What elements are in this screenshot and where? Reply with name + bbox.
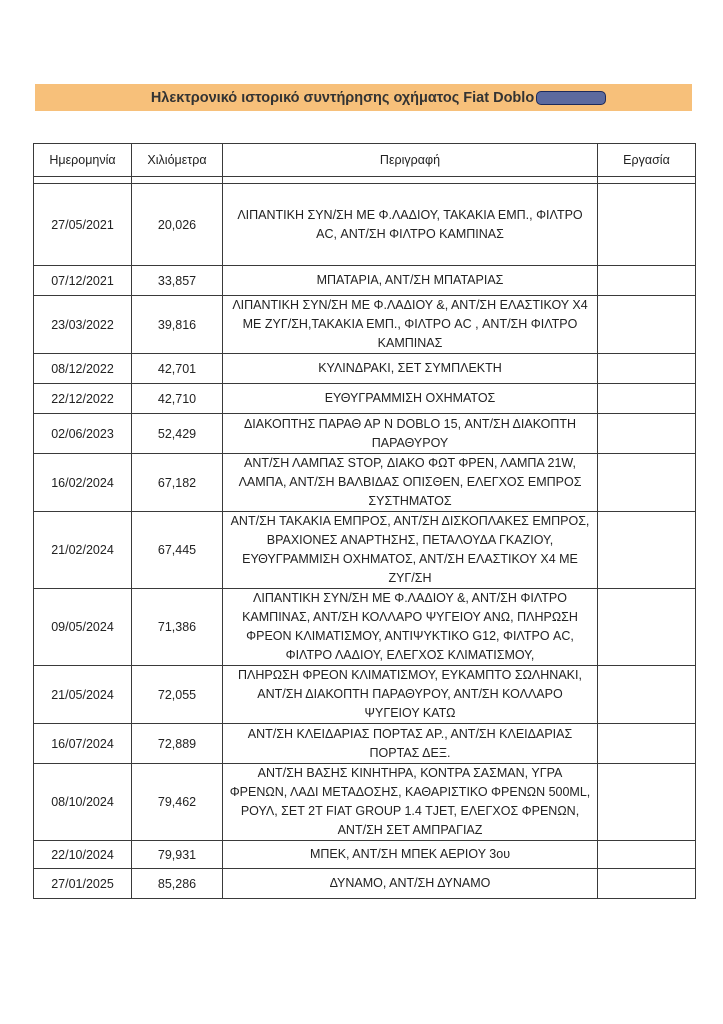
cell-date: 02/06/2023	[34, 414, 132, 454]
table-header-row	[34, 144, 696, 177]
cell-date: 27/05/2021	[34, 184, 132, 266]
table-row	[34, 384, 696, 414]
cell-km: 85,286	[132, 869, 223, 899]
table-row	[34, 266, 696, 296]
header-date: Ημερομηνία	[34, 144, 132, 177]
table-row	[34, 666, 696, 724]
cell-km: 33,857	[132, 266, 223, 296]
cell-date: 09/05/2024	[34, 589, 132, 666]
cell-km: 79,462	[132, 764, 223, 841]
cell-km: 42,710	[132, 384, 223, 414]
table-row	[34, 512, 696, 589]
cell-km: 39,816	[132, 296, 223, 354]
cell-work	[598, 764, 696, 841]
cell-description: ΛΙΠΑΝΤΙΚΗ ΣΥΝ/ΣΗ ΜΕ Φ.ΛΑΔΙΟΥ &, ΑΝΤ/ΣΗ ΦΙΛΤΡΟ ΚΑΜΠΙΝΑΣ, ΑΝΤ/ΣΗ ΚΟΛΛΑΡΟ ΨΥΓΕΙΟΥ ΑΝΩ, ΠΛΗΡΩΣΗ ΦΡΕΟΝ ΚΛΙΜΑΤΙΣΜΟΥ, ΑΝΤΙΨΥΚΤΙΚΟ G12, ΦΙΛΤΡΟ AC, ΦΙΛΤΡΟ ΛΑΔΙΟΥ, ΕΛΕΓΧΟΣ ΚΛΙΜΑΤΙΣΜΟΥ,	[223, 589, 598, 666]
cell-km: 67,182	[132, 454, 223, 512]
cell-km: 72,055	[132, 666, 223, 724]
cell-date: 16/02/2024	[34, 454, 132, 512]
table-row	[34, 589, 696, 666]
cell-description: ΜΠΕΚ, ΑΝΤ/ΣΗ ΜΠΕΚ ΑΕΡΙΟΥ 3ου	[223, 841, 598, 869]
cell-date: 22/10/2024	[34, 841, 132, 869]
cell-work	[598, 184, 696, 266]
cell-work	[598, 841, 696, 869]
cell-km: 42,701	[132, 354, 223, 384]
cell-description: ΠΛΗΡΩΣΗ ΦΡΕΟΝ ΚΛΙΜΑΤΙΣΜΟΥ, ΕΥΚΑΜΠΤΟ ΣΩΛΗΝΑΚΙ, ΑΝΤ/ΣΗ ΔΙΑΚΟΠΤΗ ΠΑΡΑΘΥΡΟΥ, ΑΝΤ/ΣΗ ΚΟΛΛΑΡΟ ΨΥΓΕΙΟΥ ΚΑΤΩ	[223, 666, 598, 724]
cell-work	[598, 724, 696, 764]
cell-date: 21/02/2024	[34, 512, 132, 589]
cell-work	[598, 512, 696, 589]
document-title-bar	[35, 84, 692, 111]
cell-work	[598, 296, 696, 354]
cell-date: 08/10/2024	[34, 764, 132, 841]
table-row	[34, 184, 696, 266]
table-row	[34, 354, 696, 384]
cell-description: ΔΙΑΚΟΠΤΗΣ ΠΑΡΑΘ ΑΡ Ν DOBLO 15, ΑΝΤ/ΣΗ ΔΙΑΚΟΠΤΗ ΠΑΡΑΘΥΡΟΥ	[223, 414, 598, 454]
cell-work	[598, 666, 696, 724]
header-description: Περιγραφή	[223, 144, 598, 177]
cell-km: 52,429	[132, 414, 223, 454]
cell-description: ΑΝΤ/ΣΗ ΚΛΕΙΔΑΡΙΑΣ ΠΟΡΤΑΣ ΑΡ., ΑΝΤ/ΣΗ ΚΛΕΙΔΑΡΙΑΣ ΠΟΡΤΑΣ ΔΕΞ.	[223, 724, 598, 764]
cell-work	[598, 414, 696, 454]
cell-date: 07/12/2021	[34, 266, 132, 296]
maintenance-table	[33, 143, 696, 899]
cell-km: 67,445	[132, 512, 223, 589]
cell-description: ΚΥΛΙΝΔΡΑΚΙ, ΣΕΤ ΣΥΜΠΛΕΚΤΗ	[223, 354, 598, 384]
cell-description: ΕΥΘΥΓΡΑΜΜΙΣΗ ΟΧΗΜΑΤΟΣ	[223, 384, 598, 414]
cell-date: 23/03/2022	[34, 296, 132, 354]
redaction-mark	[536, 91, 606, 105]
table-row	[34, 869, 696, 899]
cell-km: 71,386	[132, 589, 223, 666]
table-row	[34, 764, 696, 841]
cell-date: 08/12/2022	[34, 354, 132, 384]
cell-description: ΔΥΝΑΜΟ, ΑΝΤ/ΣΗ ΔΥΝΑΜΟ	[223, 869, 598, 899]
cell-km: 20,026	[132, 184, 223, 266]
cell-date: 27/01/2025	[34, 869, 132, 899]
cell-description: ΑΝΤ/ΣΗ ΒΑΣΗΣ ΚΙΝΗΤΗΡΑ, ΚΟΝΤΡΑ ΣΑΣΜΑΝ, ΥΓΡΑ ΦΡΕΝΩΝ, ΛΑΔΙ ΜΕΤΑΔΟΣΗΣ, ΚΑΘΑΡΙΣΤΙΚΟ ΦΡΕΝΩΝ 500ML, ΡΟΥΛ, ΣΕΤ 2Τ FIAT GROUP 1.4 TJET, ΕΛΕΓΧΟΣ ΦΡΕΝΩΝ, ΑΝΤ/ΣΗ ΣΕΤ ΑΜΠΡΑΓΙΑΖ	[223, 764, 598, 841]
cell-description: ΛΙΠΑΝΤΙΚΗ ΣΥΝ/ΣΗ ΜΕ Φ.ΛΑΔΙΟΥ, ΤΑΚΑΚΙΑ ΕΜΠ., ΦΙΛΤΡΟ AC, ΑΝΤ/ΣΗ ΦΙΛΤΡΟ ΚΑΜΠΙΝΑΣ	[223, 184, 598, 266]
table-row	[34, 454, 696, 512]
cell-km: 72,889	[132, 724, 223, 764]
cell-date: 16/07/2024	[34, 724, 132, 764]
cell-description: ΜΠΑΤΑΡΙΑ, ΑΝΤ/ΣΗ ΜΠΑΤΑΡΙΑΣ	[223, 266, 598, 296]
cell-work	[598, 589, 696, 666]
cell-work	[598, 454, 696, 512]
table-row	[34, 841, 696, 869]
cell-work	[598, 266, 696, 296]
header-gap-row	[34, 177, 696, 184]
cell-work	[598, 384, 696, 414]
table-row	[34, 296, 696, 354]
header-work: Εργασία	[598, 144, 696, 177]
document-title: Ηλεκτρονικό ιστορικό συντήρησης οχήματος Fiat Doblo	[150, 89, 535, 106]
header-km: Χιλιόμετρα	[132, 144, 223, 177]
cell-work	[598, 354, 696, 384]
cell-description: ΑΝΤ/ΣΗ ΛΑΜΠΑΣ STOP, ΔΙΑΚΟ ΦΩΤ ΦΡΕΝ, ΛΑΜΠΑ 21W, ΛΑΜΠΑ, ΑΝΤ/ΣΗ ΒΑΛΒΙΔΑΣ ΟΠΙΣΘΕΝ, ΕΛΕΓΧΟΣ ΕΜΠΡΟΣ ΣΥΣΤΗΜΑΤΟΣ	[223, 454, 598, 512]
cell-description: ΑΝΤ/ΣΗ ΤΑΚΑΚΙΑ ΕΜΠΡΟΣ, ΑΝΤ/ΣΗ ΔΙΣΚΟΠΛΑΚΕΣ ΕΜΠΡΟΣ, ΒΡΑΧΙΟΝΕΣ ΑΝΑΡΤΗΣΗΣ, ΠΕΤΑΛΟΥΔΑ ΓΚΑΖΙΟΥ, ΕΥΘΥΓΡΑΜΜΙΣΗ ΟΧΗΜΑΤΟΣ, ΑΝΤ/ΣΗ ΕΛΑΣΤΙΚΟΥ Χ4 ΜΕ ΖΥΓ/ΣΗ	[223, 512, 598, 589]
cell-date: 21/05/2024	[34, 666, 132, 724]
table-row	[34, 724, 696, 764]
cell-work	[598, 869, 696, 899]
table-row	[34, 414, 696, 454]
cell-km: 79,931	[132, 841, 223, 869]
cell-description: ΛΙΠΑΝΤΙΚΗ ΣΥΝ/ΣΗ ΜΕ Φ.ΛΑΔΙΟΥ &, ΑΝΤ/ΣΗ ΕΛΑΣΤΙΚΟΥ Χ4 ΜΕ ΖΥΓ/ΣΗ,ΤΑΚΑΚΙΑ ΕΜΠ., ΦΙΛΤΡΟ AC , ΑΝΤ/ΣΗ ΦΙΛΤΡΟ ΚΑΜΠΙΝΑΣ	[223, 296, 598, 354]
cell-date: 22/12/2022	[34, 384, 132, 414]
